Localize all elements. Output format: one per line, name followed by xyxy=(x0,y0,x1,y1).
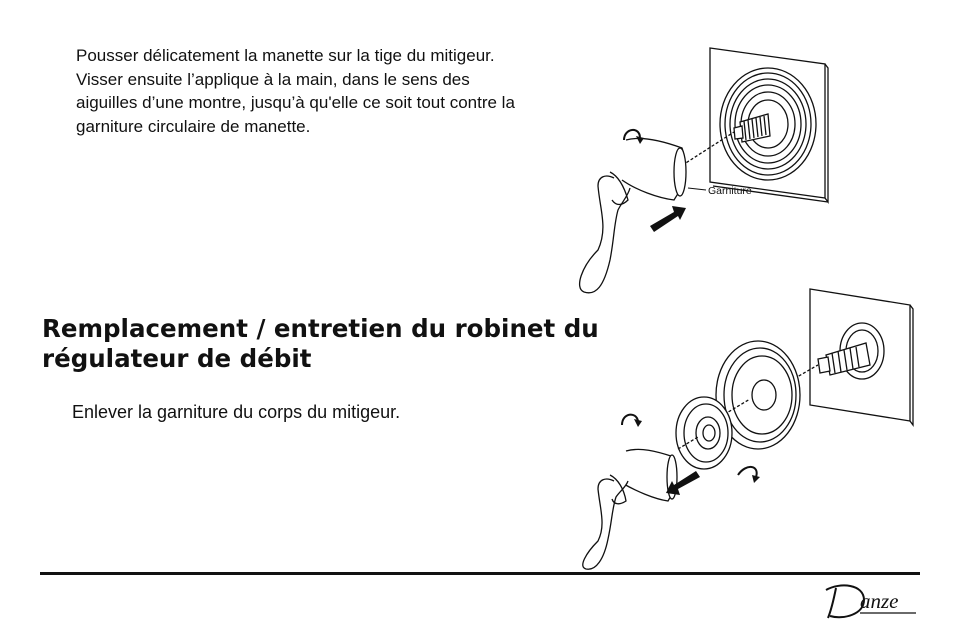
instruction-paragraph-install: Pousser délicatement la manette sur la tige du mitigeur. Visser ensuite l’applique à la main, dans le sens des aiguilles d’une montre, jusqu’à qu'elle ce soit tout contre la garniture circulaire de manette. xyxy=(76,46,515,136)
section-heading: Remplacement / entretien du robinet du régulateur de débit xyxy=(42,314,599,373)
svg-text:anze: anze xyxy=(860,589,899,613)
garniture-callout-label: Garniture xyxy=(708,185,752,197)
instruction-paragraph-remove-trim: Enlever la garniture du corps du mitigeur. xyxy=(72,402,401,422)
handle-install-illustration xyxy=(570,40,840,300)
trim-removal-illustration xyxy=(570,285,920,570)
footer-rule xyxy=(40,572,920,575)
danze-logo xyxy=(820,578,920,627)
danze-logo-icon xyxy=(820,578,920,622)
